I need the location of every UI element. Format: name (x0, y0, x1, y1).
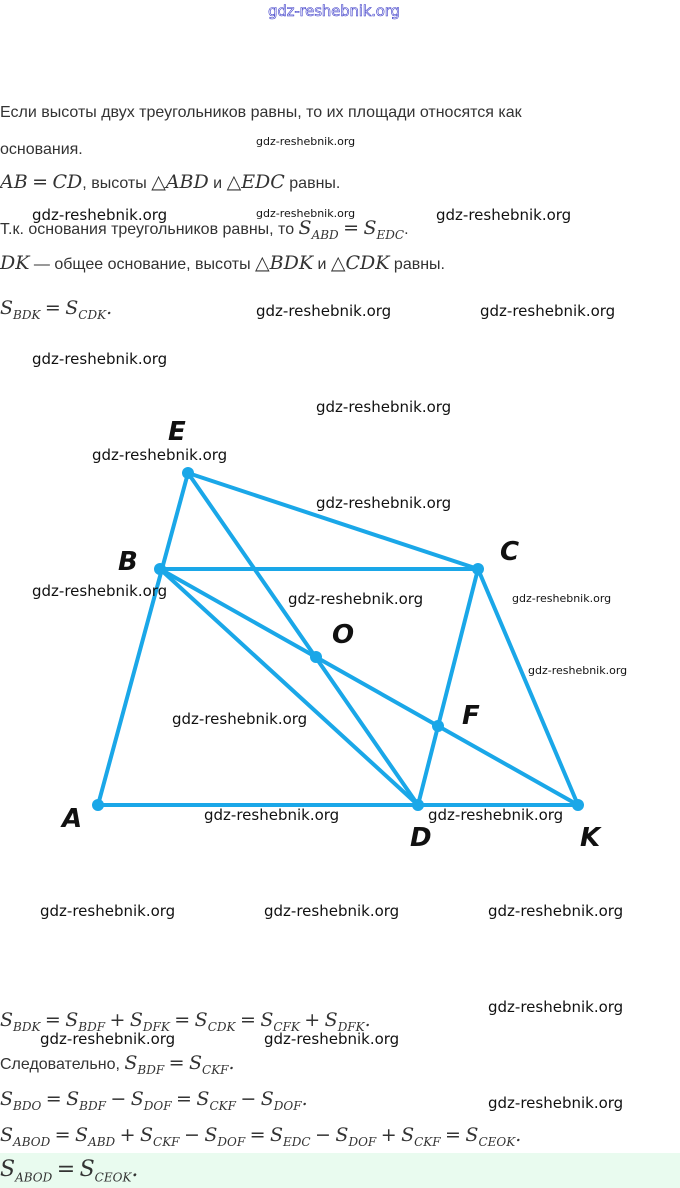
math-s-bdk: $S_{BDK}$ (0, 297, 41, 322)
label-e: E (168, 417, 186, 447)
text-heights: , высоты (82, 175, 152, 192)
segment-ed (188, 473, 418, 805)
watermark: gdz-reshebnik.org (264, 1030, 400, 1048)
math-s: $S_{ABOD}$ (0, 1124, 51, 1149)
formula-eq4 (0, 1124, 521, 1149)
math-s: $S_{CKF}$ (140, 1124, 180, 1149)
watermark: gdz-reshebnik.org (256, 135, 356, 148)
math-eq: = (32, 171, 49, 193)
math-minus: − (183, 1124, 200, 1146)
label-c: C (500, 537, 520, 567)
math-s: $S_{CDK}$ (194, 1009, 236, 1034)
watermark: gdz-reshebnik.org (204, 806, 340, 824)
math-eq: = (168, 1052, 185, 1074)
math-eq: = (176, 1088, 192, 1110)
math-eq: = (45, 1088, 62, 1110)
watermark: gdz-reshebnik.org (488, 902, 624, 920)
triangle-icon: △ (255, 252, 270, 274)
math-eq: = (445, 1124, 461, 1146)
watermark: gdz-reshebnik.org (436, 206, 572, 224)
text-tk: Т.к. основания треугольников равны, то (0, 221, 299, 238)
answer-box (0, 1153, 680, 1188)
answer-formula (0, 1157, 138, 1184)
watermark: gdz-reshebnik.org (488, 998, 624, 1016)
math-s: $S_{BDF}$ (65, 1009, 106, 1034)
math-s: $S_{CKF}$ (196, 1088, 236, 1113)
math-eq: = (44, 297, 61, 319)
math-s: $S_{BDF}$ (66, 1088, 106, 1113)
math-eq: = (249, 1124, 266, 1146)
watermark: gdz-reshebnik.org (40, 1030, 176, 1048)
point-b (154, 563, 166, 575)
math-s: $S_{CEOK}$ (79, 1157, 132, 1185)
text-therefore: Следовательно, (0, 1056, 125, 1073)
label-a: A (62, 804, 83, 834)
math-eq: = (54, 1124, 71, 1146)
math-eq: = (239, 1009, 256, 1031)
math-s: $S_{BDO}$ (0, 1088, 42, 1113)
text-and: и (313, 256, 331, 273)
watermark: gdz-reshebnik.org (488, 1094, 624, 1112)
watermark: gdz-reshebnik.org (172, 710, 308, 728)
math-s-cdk: $S_{CDK}$ (65, 297, 107, 322)
watermark: gdz-reshebnik.org (428, 806, 564, 824)
math-s: $S_{ABOD}$ (0, 1157, 53, 1185)
point-d (412, 799, 424, 811)
triangle-icon: △ (330, 252, 346, 274)
math-s: $S_{DOF}$ (130, 1088, 172, 1113)
math-bdk: BDK (269, 252, 314, 274)
math-s: $S_{CEOK}$ (465, 1124, 516, 1149)
math-s: $S_{DOF}$ (204, 1124, 246, 1149)
line-ab-cd (0, 171, 340, 193)
math-dot: . (228, 1052, 235, 1074)
watermark: gdz-reshebnik.org (92, 446, 228, 464)
math-eq: = (174, 1009, 191, 1031)
point-k (572, 799, 584, 811)
intro-line-2: основания. (0, 141, 83, 158)
watermark: gdz-reshebnik.org (32, 206, 168, 224)
point-f (432, 720, 444, 732)
watermark: gdz-reshebnik.org (528, 664, 628, 677)
point-a (92, 799, 104, 811)
watermark: gdz-reshebnik.org (316, 494, 452, 512)
math-eq: = (343, 217, 360, 239)
segment-ec (188, 473, 478, 569)
math-s: $S_{BDK}$ (0, 1009, 41, 1034)
math-minus: − (240, 1088, 257, 1110)
math-dot: . (106, 297, 113, 319)
math-s: $S_{CKF}$ (401, 1124, 441, 1149)
math-plus: + (380, 1124, 397, 1146)
math-dot: . (515, 1124, 522, 1146)
math-plus: + (119, 1124, 136, 1146)
math-s-abd: $S_{ABD}$ (298, 217, 339, 242)
math-cdk: CDK (345, 252, 390, 274)
formula-eq3 (0, 1088, 308, 1113)
text-period: . (404, 221, 409, 238)
math-eq: = (44, 1009, 61, 1031)
math-s: $S_{CKF}$ (188, 1052, 229, 1077)
watermark: gdz-reshebnik.org (480, 302, 616, 320)
watermark: gdz-reshebnik.org (316, 398, 452, 416)
point-c (472, 563, 484, 575)
math-s-edc: $S_{EDC}$ (363, 217, 405, 242)
formula-eq2 (0, 1052, 235, 1077)
math-s: $S_{DOF}$ (335, 1124, 377, 1149)
watermark: gdz-reshebnik.org (512, 592, 612, 605)
geometry-figure (0, 400, 680, 870)
math-abd: ABD (165, 171, 209, 193)
intro-line-1: Если высоты двух треугольников равны, то их площади относятся как (0, 104, 522, 121)
site-link[interactable]: gdz-reshebnik.org (268, 2, 400, 20)
math-s: $S_{CFK}$ (260, 1009, 300, 1034)
label-k: K (580, 823, 601, 853)
watermark: gdz-reshebnik.org (256, 207, 356, 220)
watermark: gdz-reshebnik.org (256, 302, 392, 320)
watermark: gdz-reshebnik.org (32, 582, 168, 600)
math-dot: . (301, 1088, 308, 1110)
text-equal: равны. (284, 175, 341, 192)
math-s: $S_{BDF}$ (124, 1052, 165, 1077)
watermark: gdz-reshebnik.org (40, 902, 176, 920)
formula-sbdk-scdk (0, 297, 112, 322)
math-minus: − (110, 1088, 127, 1110)
math-s: $S_{ABD}$ (75, 1124, 116, 1149)
math-ab: AB (0, 171, 28, 193)
math-s: $S_{DFK}$ (324, 1009, 365, 1034)
math-dk: DK (0, 252, 30, 274)
math-minus: − (315, 1124, 331, 1146)
math-dot: . (131, 1157, 139, 1182)
text-equal: равны. (389, 256, 445, 273)
watermark: gdz-reshebnik.org (264, 902, 400, 920)
triangle-icon: △ (151, 171, 166, 193)
math-eq: = (56, 1157, 76, 1182)
line-dk (0, 252, 445, 274)
segment-cd (418, 569, 478, 805)
label-f: F (462, 701, 480, 731)
math-edc: EDC (241, 171, 285, 193)
label-o: O (332, 620, 355, 650)
math-cd: CD (52, 171, 83, 193)
triangle-icon: △ (226, 171, 242, 193)
math-s: $S_{EDC}$ (270, 1124, 311, 1149)
point-e (182, 467, 194, 479)
text-common-base: — общее основание, высоты (29, 256, 256, 273)
point-o (310, 651, 322, 663)
label-d: D (410, 823, 432, 853)
segment-ae (98, 473, 188, 805)
figure-labels (60, 417, 602, 853)
math-plus: + (109, 1009, 126, 1031)
math-s: $S_{DOF}$ (260, 1088, 302, 1113)
watermark: gdz-reshebnik.org (288, 590, 424, 608)
label-b: B (118, 547, 138, 577)
watermark: gdz-reshebnik.org (32, 350, 168, 368)
math-plus: + (304, 1009, 321, 1031)
math-s: $S_{DFK}$ (129, 1009, 170, 1034)
math-dot: . (364, 1009, 371, 1031)
text-and: и (208, 175, 227, 192)
